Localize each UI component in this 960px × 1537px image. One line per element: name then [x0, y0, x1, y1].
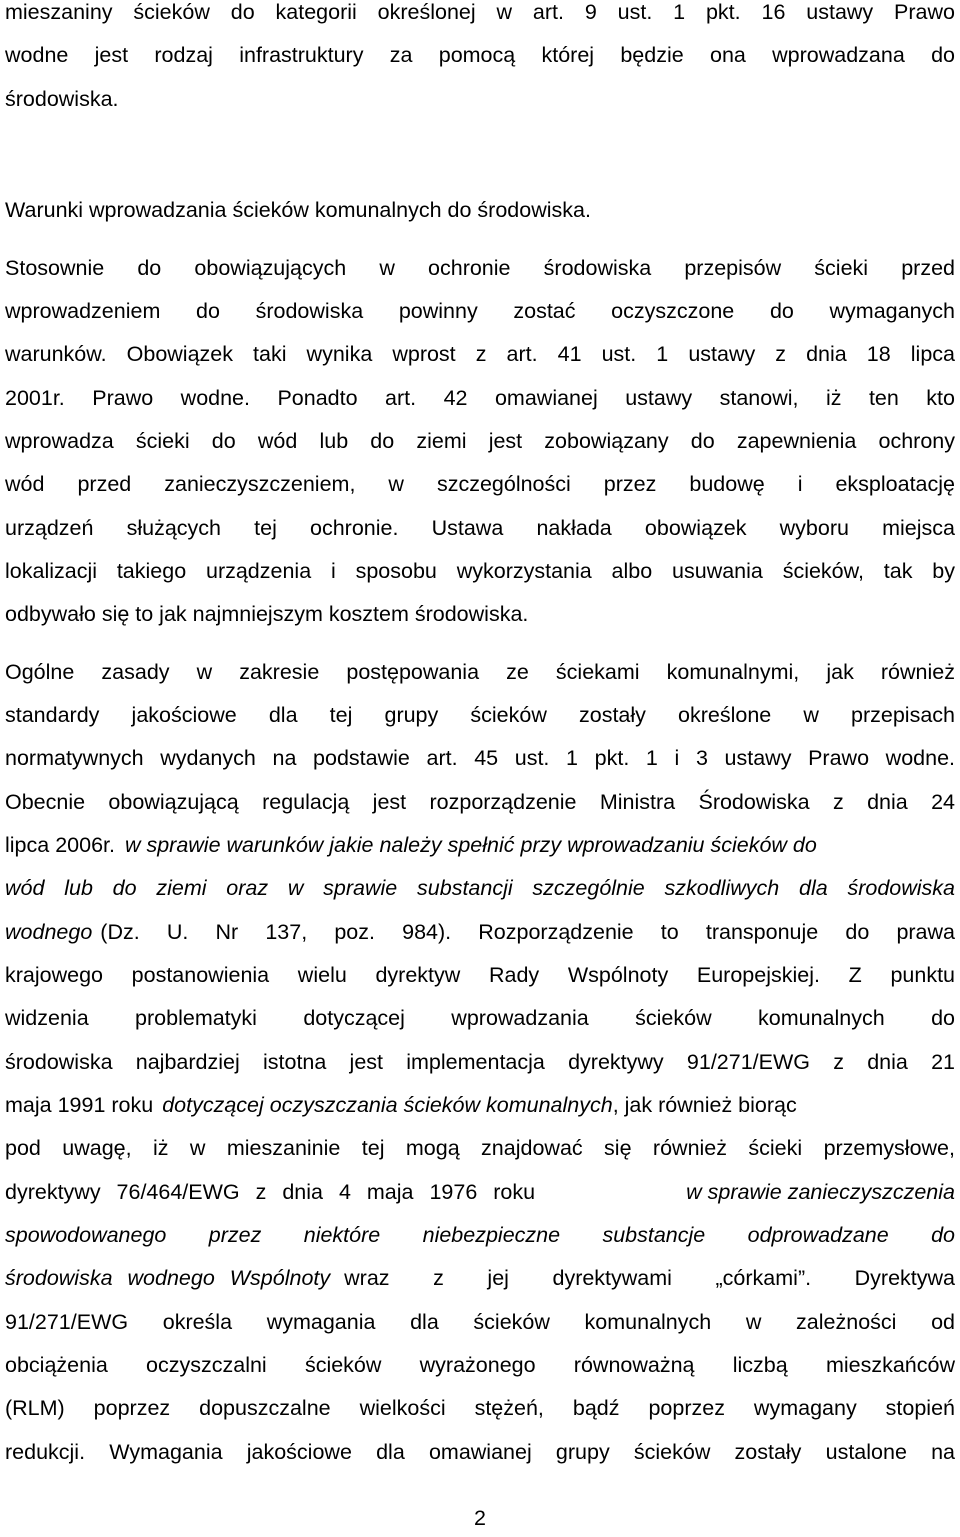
text-line: (RLM) poprzez dopuszczalne wielkości stężeń, bądź poprzez wymagany stopień — [5, 1396, 955, 1420]
text-line: widzenia problematyki dotyczącej wprowadzania ścieków komunalnych do — [5, 1006, 955, 1030]
text-line: mieszaniny ścieków do kategorii określonej w art. 9 ust. 1 pkt. 16 ustawy Prawo — [5, 0, 955, 24]
text-line: obciążenia oczyszczalni ścieków wyrażonego równoważną liczbą mieszkańców — [5, 1353, 955, 1377]
text-line — [5, 1180, 955, 1205]
text-run: lipca 2006r. — [5, 833, 115, 857]
text-run: (Dz. U. Nr 137, poz. 984). Rozporządzenie to transponuje do prawa — [100, 920, 955, 944]
text-line: środowiska najbardziej istotna jest implementacja dyrektywy 91/271/EWG z dnia 21 — [5, 1050, 955, 1074]
italic-title: w sprawie zanieczyszczenia — [686, 1180, 955, 1204]
italic-title: środowiska wodnego Wspólnoty — [5, 1266, 331, 1290]
text-line: 2001r. Prawo wodne. Ponadto art. 42 omawianej ustawy stanowi, iż ten kto — [5, 386, 955, 410]
text-line — [5, 1266, 955, 1291]
text-run: wraz z jej dyrektywami „córkami”. Dyrektywa — [344, 1266, 955, 1290]
text-line: normatywnych wydanych na podstawie art. 45 ust. 1 pkt. 1 i 3 ustawy Prawo wodne. — [5, 746, 955, 770]
text-run: , jak również biorąc — [612, 1093, 797, 1117]
text-line: wprowadza ścieki do wód lub do ziemi jest zobowiązany do zapewnienia ochrony — [5, 429, 955, 453]
text-line: Stosownie do obowiązujących w ochronie środowiska przepisów ścieki przed — [5, 256, 955, 280]
text-line: wodne jest rodzaj infrastruktury za pomocą której będzie ona wprowadzana do — [5, 43, 955, 67]
italic-title: wodnego — [5, 920, 93, 944]
text-line — [5, 1093, 955, 1118]
text-line — [5, 833, 955, 858]
italic-title: w sprawie warunków jakie należy spełnić przy wprowadzaniu ścieków do — [124, 833, 817, 857]
italic-title: spowodowanego przez niektóre niebezpieczne substancje odprowadzane do — [5, 1223, 955, 1247]
text-run: maja 1991 roku — [5, 1093, 154, 1117]
text-line: warunków. Obowiązek taki wynika wprost z art. 41 ust. 1 ustawy z dnia 18 lipca — [5, 342, 955, 366]
text-line — [5, 920, 955, 945]
italic-title: dotyczącej oczyszczania ścieków komunalnych — [162, 1093, 613, 1117]
text-line: redukcji. Wymagania jakościowe dla omawianej grupy ścieków zostały ustalone na — [5, 1440, 955, 1464]
text-line: pod uwagę, iż w mieszaninie tej mogą znajdować się również ścieki przemysłowe, — [5, 1136, 955, 1160]
italic-title: wód lub do ziemi oraz w sprawie substancji szczególnie szkodliwych dla środowiska — [5, 876, 955, 900]
text-line: wprowadzeniem do środowiska powinny zostać oczyszczone do wymaganych — [5, 299, 955, 323]
text-line: 91/271/EWG określa wymagania dla ścieków komunalnych w zależności od — [5, 1310, 955, 1334]
text-line: standardy jakościowe dla tej grupy ścieków zostały określone w przepisach — [5, 703, 955, 727]
text-line: krajowego postanowienia wielu dyrektyw Rady Wspólnoty Europejskiej. Z punktu — [5, 963, 955, 987]
page-number: 2 — [474, 1506, 486, 1530]
text-line: urządzeń służących tej ochronie. Ustawa nakłada obowiązek wyboru miejsca — [5, 516, 955, 540]
text-line: Ogólne zasady w zakresie postępowania ze ściekami komunalnymi, jak również — [5, 660, 955, 684]
text-line: Obecnie obowiązującą regulacją jest rozporządzenie Ministra Środowiska z dnia 24 — [5, 790, 955, 814]
text-run: dyrektywy 76/464/EWG z dnia 4 maja 1976 roku — [5, 1180, 536, 1204]
text-line: wód przed zanieczyszczeniem, w szczególności przez budowę i eksploatację — [5, 472, 955, 496]
text-line: lokalizacji takiego urządzenia i sposobu wykorzystania albo usuwania ścieków, tak by — [5, 559, 955, 583]
text-line: środowiska. — [5, 87, 119, 111]
text-line: odbywało się to jak najmniejszym kosztem środowiska. — [5, 602, 529, 626]
section-heading: Warunki wprowadzania ścieków komunalnych do środowiska. — [5, 198, 591, 222]
